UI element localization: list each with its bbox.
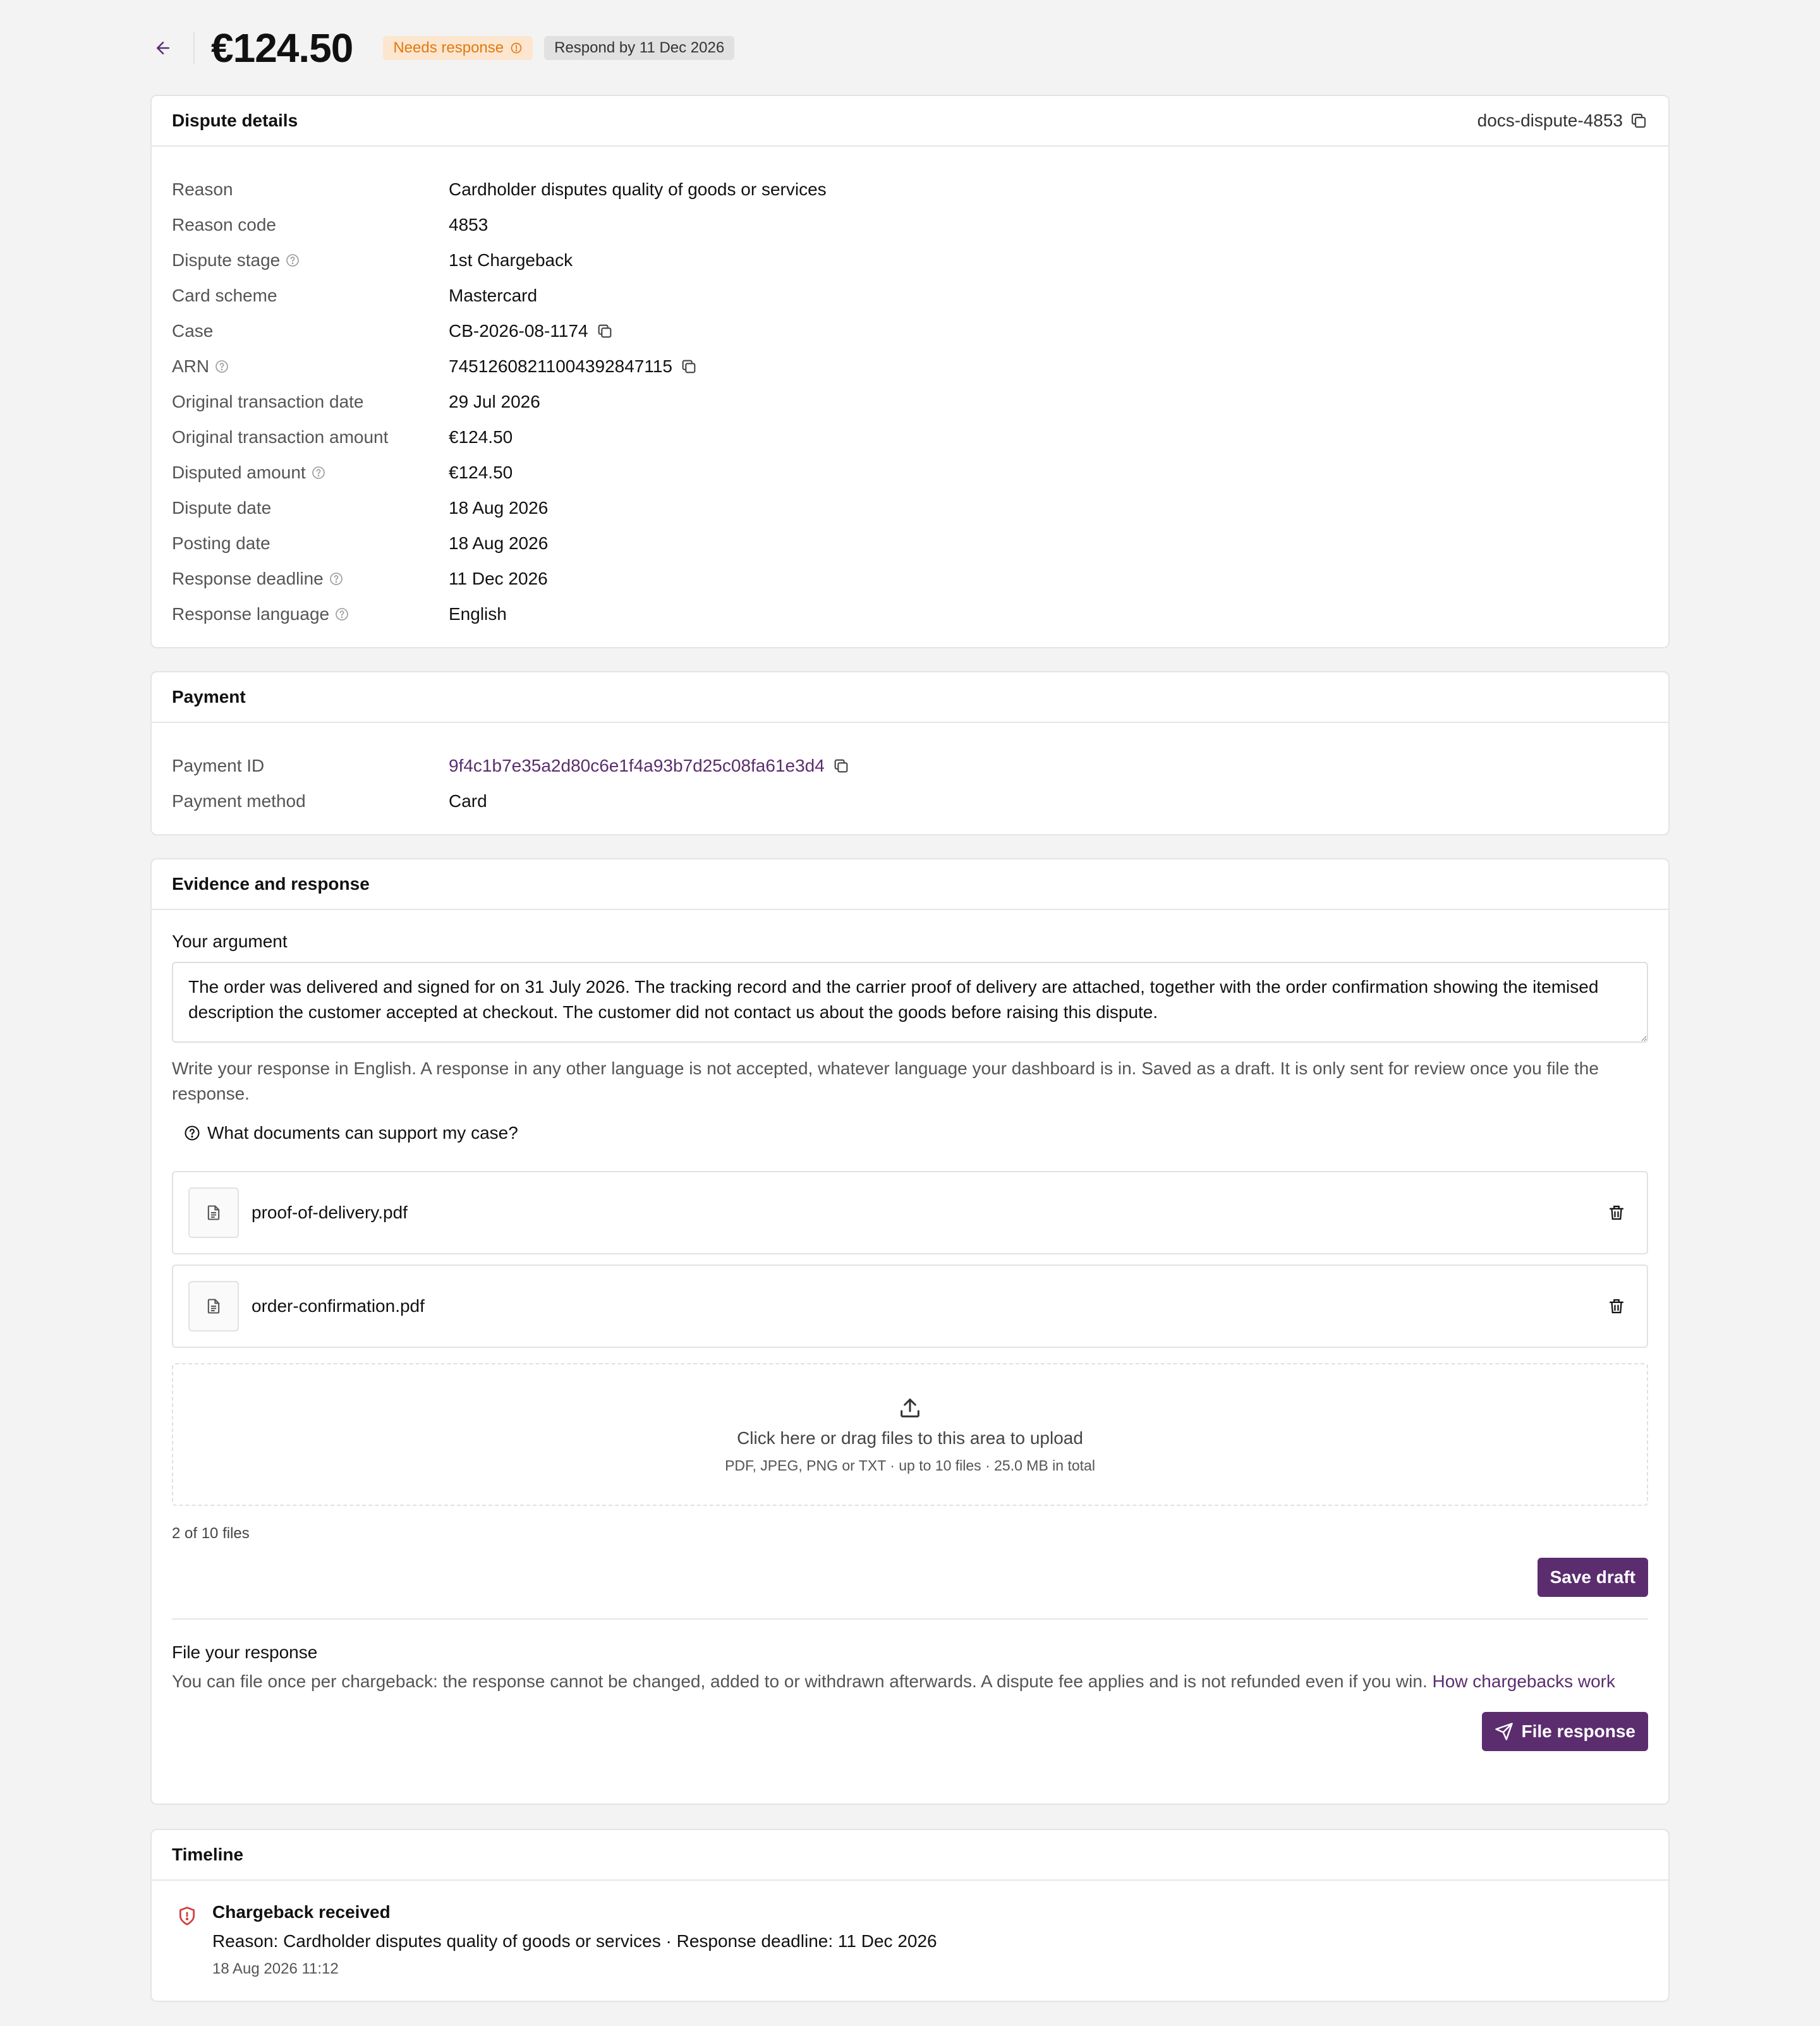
detail-label-wrap — [172, 463, 449, 483]
file-row — [172, 1171, 1648, 1254]
payment-row-method — [172, 784, 1648, 819]
send-icon — [1495, 1722, 1514, 1741]
detail-label-wrap — [172, 604, 449, 624]
dispute-reference-value: docs-dispute-4853 — [1477, 111, 1623, 130]
detail-value: 29 Jul 2026 — [449, 392, 540, 411]
detail-value: 11 Dec 2026 — [449, 569, 548, 588]
detail-row-reason-code — [172, 207, 1648, 243]
upload-icon — [897, 1395, 923, 1421]
detail-row-case — [172, 313, 1648, 349]
evidence-body — [152, 910, 1668, 1751]
detail-label: Reason code — [172, 215, 277, 234]
copy-icon[interactable] — [680, 358, 698, 375]
detail-label: Response language — [172, 604, 330, 624]
file-text-icon — [205, 1204, 222, 1222]
delete-file-button[interactable] — [1601, 1198, 1632, 1228]
upload-dropzone[interactable] — [172, 1363, 1648, 1506]
dispute-reference — [1477, 111, 1648, 131]
detail-row-reason — [172, 172, 1648, 207]
detail-value-wrap — [449, 356, 698, 377]
arrow-left-icon — [154, 39, 173, 58]
copy-icon[interactable] — [596, 322, 614, 340]
file-response-label: File response — [1521, 1721, 1635, 1741]
detail-label: Original transaction date — [172, 392, 364, 411]
dispute-details-card — [150, 95, 1670, 648]
help-circle-icon[interactable] — [329, 571, 344, 586]
detail-label: Original transaction amount — [172, 427, 389, 447]
dispute-amount: €124.50 — [211, 25, 353, 71]
section-divider — [172, 1618, 1648, 1620]
detail-row-response-language — [172, 597, 1648, 632]
file-name: proof-of-delivery.pdf — [252, 1203, 408, 1222]
dispute-details-rows — [152, 147, 1668, 632]
payment-id-link[interactable]: 9f4c1b7e35a2d80c6e1f4a93b7d25c08fa61e3d4 — [449, 756, 825, 775]
evidence-header — [152, 859, 1668, 910]
payment-rows — [152, 723, 1668, 819]
detail-row-disputed-amount — [172, 455, 1648, 490]
file-response-button[interactable] — [1482, 1712, 1648, 1751]
delete-file-button[interactable] — [1601, 1291, 1632, 1321]
detail-label: Dispute stage — [172, 250, 281, 270]
documents-help-link[interactable] — [183, 1123, 1648, 1143]
payment-card — [150, 671, 1670, 835]
payment-label: Payment ID — [172, 756, 265, 775]
detail-row-dispute-stage — [172, 243, 1648, 278]
help-circle-icon — [183, 1124, 201, 1142]
file-name: order-confirmation.pdf — [252, 1296, 425, 1316]
detail-row-response-deadline — [172, 561, 1648, 597]
status-badge-label: Needs response — [393, 39, 504, 56]
detail-value: CB-2026-08-1174 — [449, 321, 588, 341]
how-chargebacks-work-link[interactable]: How chargebacks work — [1432, 1671, 1615, 1691]
payment-value: Card — [449, 791, 487, 811]
timeline-content — [212, 1902, 937, 1978]
detail-value: 18 Aug 2026 — [449, 498, 549, 518]
back-button[interactable] — [149, 34, 177, 62]
upload-instructions: Click here or drag files to this area to upload — [737, 1428, 1083, 1448]
upload-constraints: PDF, JPEG, PNG or TXT · up to 10 files · 25.0 MB in total — [725, 1457, 1095, 1474]
detail-value: 18 Aug 2026 — [449, 533, 549, 553]
detail-row-card-scheme — [172, 278, 1648, 313]
detail-label: Case — [172, 321, 214, 341]
trash-icon — [1607, 1203, 1626, 1222]
dispute-details-title: Dispute details — [172, 111, 298, 130]
file-response-warning: You can file once per chargeback: the response cannot be changed, added to or withdrawn afterwards. A dispute fee applies and is not refunded even if you win. — [172, 1671, 1428, 1691]
file-response-heading: File your response — [172, 1642, 318, 1662]
detail-label: Posting date — [172, 533, 270, 553]
detail-value: English — [449, 604, 507, 624]
alert-circle-icon — [510, 42, 523, 54]
detail-value: Cardholder disputes quality of goods or services — [449, 179, 827, 199]
detail-label: Dispute date — [172, 498, 272, 518]
trash-icon — [1607, 1297, 1626, 1316]
detail-label: Disputed amount — [172, 463, 306, 482]
timeline-header — [152, 1830, 1668, 1881]
timeline-title: Timeline — [172, 1845, 244, 1864]
evidence-card — [150, 858, 1670, 1805]
timeline-item — [152, 1881, 1668, 1978]
detail-value: 4853 — [449, 215, 488, 234]
detail-label: Card scheme — [172, 286, 277, 305]
status-badge — [383, 36, 533, 60]
detail-label: Reason — [172, 179, 233, 199]
detail-label: ARN — [172, 356, 210, 376]
detail-label-wrap — [172, 569, 449, 589]
detail-label-wrap — [172, 250, 449, 270]
shield-alert-icon — [177, 1906, 197, 1926]
help-circle-icon[interactable] — [311, 465, 326, 480]
file-icon-wrap — [188, 1187, 239, 1238]
help-circle-icon[interactable] — [285, 253, 300, 268]
documents-help-label: What documents can support my case? — [207, 1123, 518, 1143]
timeline-item-time: 18 Aug 2026 11:12 — [212, 1960, 339, 1977]
deadline-badge: Respond by 11 Dec 2026 — [544, 36, 734, 60]
detail-value: €124.50 — [449, 463, 513, 482]
page-header — [149, 23, 746, 73]
timeline-card — [150, 1829, 1670, 2002]
save-draft-button[interactable]: Save draft — [1538, 1558, 1648, 1597]
detail-row-posting-date — [172, 526, 1648, 561]
detail-row-arn — [172, 349, 1648, 384]
dispute-details-header — [152, 96, 1668, 147]
payment-row-id — [172, 748, 1648, 784]
payment-title: Payment — [172, 687, 246, 707]
file-text-icon — [205, 1297, 222, 1315]
detail-value: 1st Chargeback — [449, 250, 573, 270]
argument-textarea[interactable] — [172, 962, 1648, 1043]
help-circle-icon[interactable] — [334, 607, 349, 622]
payment-header — [152, 672, 1668, 723]
argument-label: Your argument — [172, 931, 288, 951]
copy-icon[interactable] — [1629, 111, 1648, 130]
help-circle-icon[interactable] — [214, 359, 229, 374]
detail-row-original-transaction-date — [172, 384, 1648, 420]
detail-row-original-transaction-amount — [172, 420, 1648, 455]
shield-alert-icon-wrap — [177, 1906, 197, 1978]
file-icon-wrap — [188, 1281, 239, 1331]
evidence-title: Evidence and response — [172, 874, 370, 894]
detail-value-wrap — [449, 321, 614, 341]
file-count: 2 of 10 files — [172, 1525, 250, 1542]
detail-value: 74512608211004392847115 — [449, 356, 673, 376]
timeline-item-title: Chargeback received — [212, 1902, 391, 1922]
header-divider — [193, 32, 195, 64]
copy-icon[interactable] — [832, 757, 850, 775]
save-draft-row — [172, 1558, 1648, 1597]
detail-label-wrap — [172, 356, 449, 377]
detail-value: €124.50 — [449, 427, 513, 447]
argument-help-text: Write your response in English. A response in any other language is not accepted, whatever language your dashboard is in. Saved as a draft. It is only sent for review once you file the response. — [172, 1058, 1599, 1103]
timeline-item-description: Reason: Cardholder disputes quality of goods or services · Response deadline: 11 Dec 2026 — [212, 1931, 937, 1951]
detail-row-dispute-date — [172, 490, 1648, 526]
file-response-row — [172, 1712, 1648, 1751]
detail-label: Response deadline — [172, 569, 324, 588]
file-response-text — [172, 1669, 1648, 1694]
file-row — [172, 1265, 1648, 1348]
payment-label: Payment method — [172, 791, 306, 811]
payment-id-wrap — [449, 756, 850, 776]
detail-value: Mastercard — [449, 286, 538, 305]
